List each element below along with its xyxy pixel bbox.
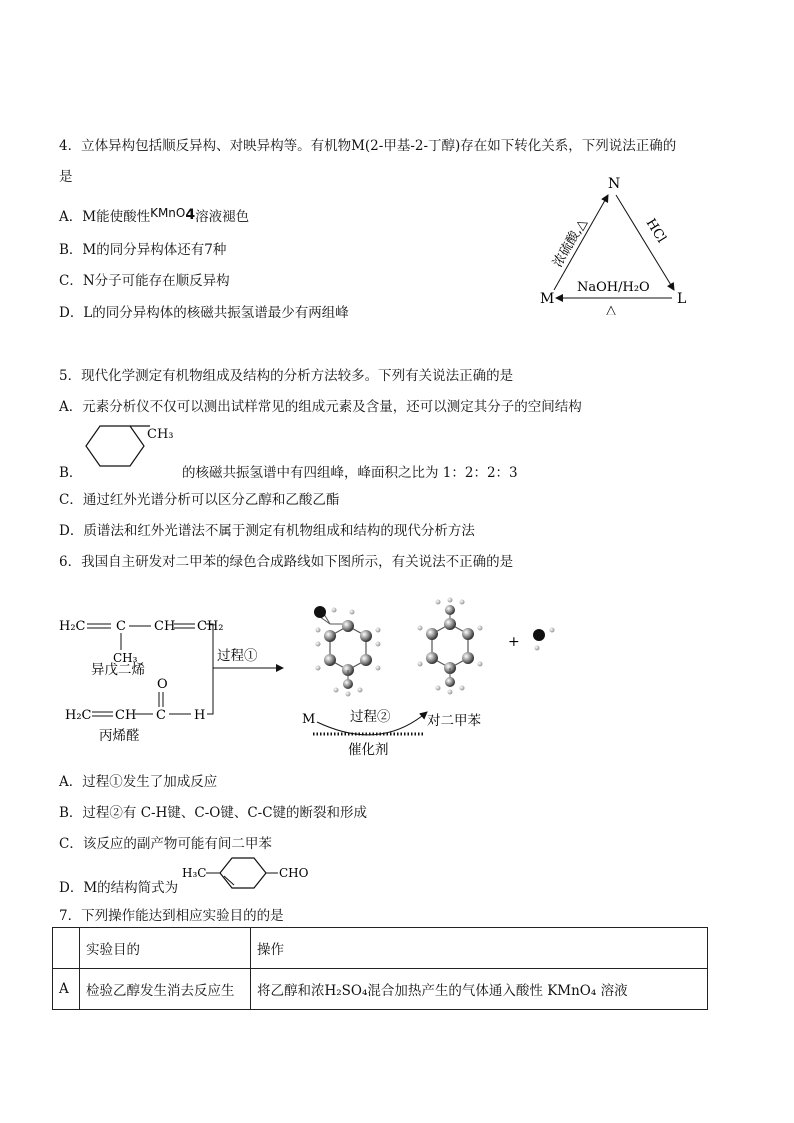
node-n: N xyxy=(608,176,621,192)
isoprene-ch3: CH₃ xyxy=(113,651,138,665)
q4-option-a xyxy=(59,205,249,225)
q4-stem-line2: 是 xyxy=(59,169,73,185)
q6-synthesis-diagram xyxy=(55,580,585,760)
acrolein-ch: CH xyxy=(115,708,137,723)
isoprene-c: C xyxy=(116,619,126,634)
edge-l-m-top-label: NaOH/H₂O xyxy=(577,280,650,295)
option-d-cho: CHO xyxy=(279,866,309,880)
catalyst-label: 催化剂 xyxy=(348,742,389,758)
molecule-p-xylene xyxy=(418,598,483,695)
isoprene-h2c: H₂C xyxy=(59,619,86,634)
q4-conversion-diagram xyxy=(530,170,700,315)
edge-m-n-label: 浓硫酸,△ xyxy=(550,216,591,270)
acrolein-o: O xyxy=(157,677,168,692)
table-header-cell: 实验目的 xyxy=(80,928,251,969)
q6-option-b: B．过程②有 C-H键、C-O键、C-C键的断裂和形成 xyxy=(59,805,368,821)
q4-option-a-suffix: 溶液褪色 xyxy=(195,209,250,225)
label-m: M xyxy=(302,712,316,727)
option-d-h3c: H₃C xyxy=(182,866,207,880)
product-label: 对二甲苯 xyxy=(427,713,481,729)
edge-n-l-label: HCl xyxy=(642,216,669,246)
isoprene-ch2: CH₂ xyxy=(197,619,224,634)
q6-option-d-prefix: D．M的结构简式为 xyxy=(59,880,179,896)
q6-option-a: A．过程①发生了加成反应 xyxy=(59,774,218,790)
option-d-structure xyxy=(180,852,310,892)
edge-l-m-bottom-label: △ xyxy=(606,303,616,315)
q4-option-a-formula: KMnO xyxy=(150,206,186,220)
table-row xyxy=(53,969,708,1010)
methylcyclohexane-ch3: CH₃ xyxy=(147,427,174,442)
acrolein-name: 丙烯醛 xyxy=(99,728,140,744)
molecule-m xyxy=(314,606,381,697)
table-header-cell xyxy=(53,928,80,969)
node-l: L xyxy=(677,291,687,307)
q7-stem: 7．下列操作能达到相应实验目的的是 xyxy=(59,908,284,924)
table-cell: 检验乙醇发生消去反应生 xyxy=(80,969,251,1010)
q7-table xyxy=(52,927,708,1010)
table-header-row xyxy=(53,928,708,969)
q5-option-c: C．通过红外光谱分析可以区分乙醇和乙酸乙酯 xyxy=(59,492,340,508)
q4-option-a-prefix: A．M能使酸性 xyxy=(59,209,151,225)
q6-option-c: C．该反应的副产物可能有间二甲苯 xyxy=(59,836,272,852)
q4-stem-line1: 4．立体异构包括顺反异构、对映异构等。有机物M(2-甲基-2-丁醇)存在如下转化关系，下列说法正确的 xyxy=(59,138,677,154)
q4-option-d: D．L的同分异构体的核磁共振氢谱最少有两组峰 xyxy=(59,305,349,321)
q4-option-c: C．N分子可能存在顺反异构 xyxy=(59,273,230,289)
water-oxygen xyxy=(533,629,545,641)
q5-option-b-text: 的核磁共振氢谱中有四组峰，峰面积之比为 1：2：2：3 xyxy=(182,465,518,481)
q5-option-a: A．元素分析仪不仅可以测出试样常见的组成元素及含量，还可以测定其分子的空间结构 xyxy=(59,399,582,415)
q5-option-d: D．质谱法和红外光谱法不属于测定有机物组成和结构的现代分析方法 xyxy=(59,523,475,539)
acrolein-h: H xyxy=(194,708,206,723)
q6-stem: 6．我国自主研发对二甲苯的绿色合成路线如下图所示，有关说法不正确的是 xyxy=(59,554,514,570)
process2-label: 过程② xyxy=(350,709,391,725)
table-cell: A xyxy=(53,969,80,1010)
q4-option-b: B．M的同分异构体还有7种 xyxy=(59,242,227,258)
table-header-cell: 操作 xyxy=(251,928,708,969)
table-cell: 将乙醇和浓H₂SO₄混合加热产生的气体通入酸性 KMnO₄ 溶液 xyxy=(251,969,708,1010)
q5-stem: 5．现代化学测定有机物组成及结构的分析方法较多。下列有关说法正确的是 xyxy=(59,368,514,384)
isoprene-name: 异戊二烯 xyxy=(91,662,145,678)
q4-option-a-sub: 4 xyxy=(185,207,196,223)
process1-label: 过程① xyxy=(217,648,258,664)
q5-option-b-prefix: B． xyxy=(59,465,83,481)
isoprene-ch: CH xyxy=(154,619,176,634)
plus-sign: + xyxy=(508,634,520,650)
node-m: M xyxy=(540,291,555,307)
acrolein-h2c: H₂C xyxy=(65,708,92,723)
arrow-n-to-l xyxy=(616,195,674,290)
acrolein-c: C xyxy=(156,708,166,723)
